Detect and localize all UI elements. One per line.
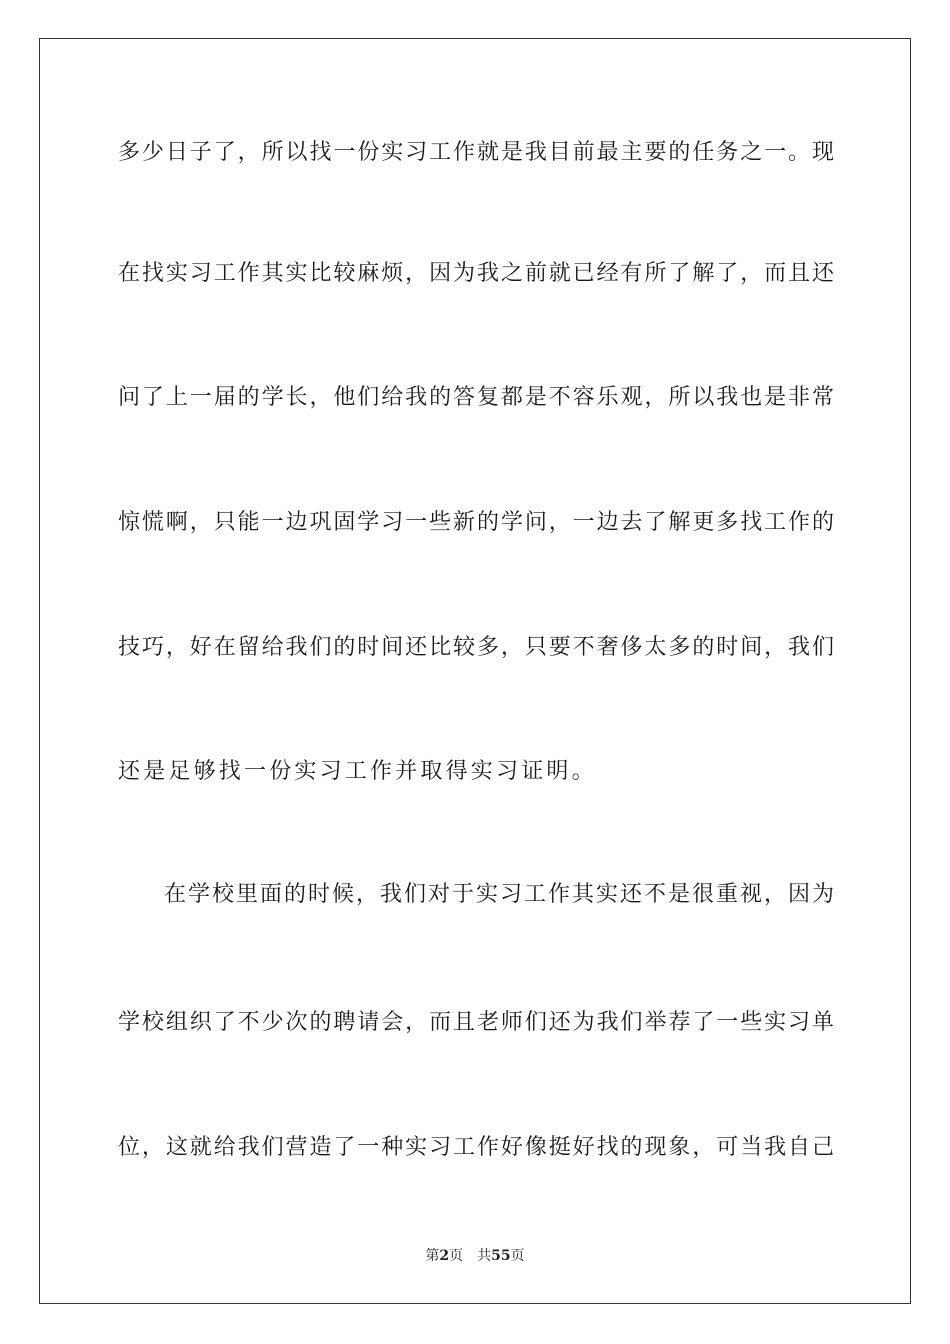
page-suffix: 页 [449,1248,464,1264]
paragraph-line-9: 位，这就给我们营造了一种实习工作好像挺好找的现象，可当我自己 [118,1135,834,1160]
total-pages: 55 [491,1248,511,1264]
paragraph-line-1: 多少日子了，所以找一份实习工作就是我目前最主要的任务之一。现 [118,140,834,165]
page-border [39,38,911,1304]
page-footer [0,1247,950,1265]
paragraph-line-2: 在找实习工作其实比较麻烦，因为我之前就已经有所了解了，而且还 [118,261,834,286]
paragraph-line-4: 惊慌啊，只能一边巩固学习一些新的学问，一边去了解更多找工作的 [118,510,834,535]
paragraph-line-7: 在学校里面的时候，我们对于实习工作其实还不是很重视，因为 [164,882,834,907]
paragraph-line-3: 问了上一届的学长，他们给我的答复都是不容乐观，所以我也是非常 [118,385,834,410]
total-suffix: 页 [510,1248,525,1264]
paragraph-line-8: 学校组织了不少次的聘请会，而且老师们还为我们举荐了一些实习单 [118,1010,834,1035]
paragraph-line-6: 还是足够找一份实习工作并取得实习证明。 [118,759,597,784]
page-number: 2 [439,1248,450,1264]
paragraph-line-5: 技巧，好在留给我们的时间还比较多，只要不奢侈太多的时间，我们 [118,635,834,660]
total-prefix: 共 [477,1248,492,1264]
page-prefix: 第 [425,1248,440,1264]
